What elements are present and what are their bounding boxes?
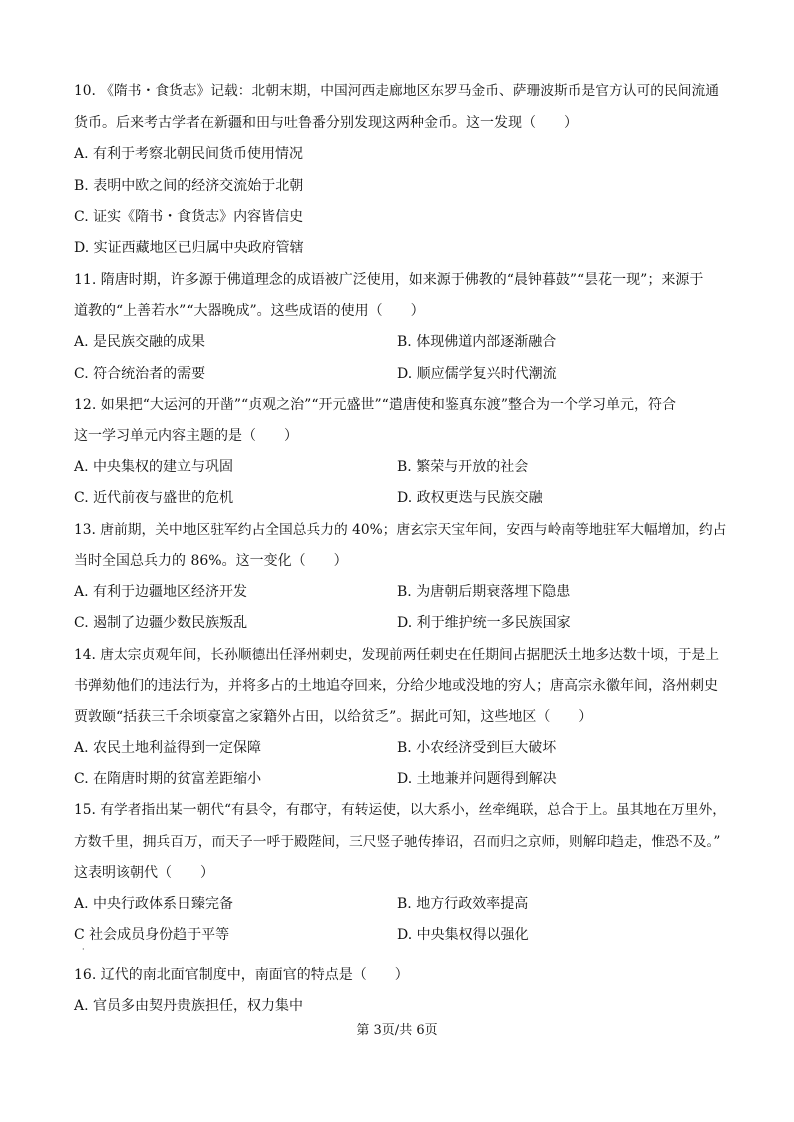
question-14-option-a: A. 农民土地利益得到一定保障: [74, 740, 262, 756]
question-13-option-a: A. 有利于边疆地区经济开发: [74, 584, 248, 600]
question-15-option-c: C 社会成员身份趋于平等: [74, 927, 230, 943]
question-10-option-b: B. 表明中欧之间的经济交流始于北朝: [74, 178, 304, 194]
question-16-stem-line-1: 16. 辽代的南北面官制度中，南面官的特点是（ ）: [74, 967, 409, 983]
question-10-option-c: C. 证实《隋书・食货志》内容皆信史: [74, 209, 304, 225]
question-12-option-d: D. 政权更迭与民族交融: [397, 490, 543, 506]
question-15-stem-line-3: 这表明该朝代（ ）: [74, 865, 214, 881]
page-number-footer: 第 3页/共 6页: [356, 1023, 438, 1038]
question-15-stem-line-2: 方数千里，拥兵百万，而天子一呼于殿陛间，三尺竖子驰传捧诏，召而归之京师，则解印趋走，惟恐不及。”: [74, 834, 721, 850]
question-13-option-d: D. 利于维护统一多民族国家: [397, 615, 571, 631]
question-11-option-b: B. 体现佛道内部逐渐融合: [397, 334, 557, 350]
question-12-option-c: C. 近代前夜与盛世的危机: [74, 490, 234, 506]
question-11-option-c: C. 符合统治者的需要: [74, 366, 206, 382]
question-10-option-d: D. 实证西藏地区已归属中央政府管辖: [74, 240, 304, 256]
question-12-stem-line-1: 12. 如果把“大运河的开凿”“贞观之治”“开元盛世”“遣唐使和鉴真东渡”整合为一个学习单元，符合: [74, 397, 676, 413]
question-16-option-a: A. 官员多由契丹贵族担任，权力集中: [74, 998, 304, 1014]
question-13-stem-line-2: 当时全国总兵力的 86%。这一变化（ ）: [74, 553, 348, 569]
question-11-option-d: D. 顺应儒学复兴时代潮流: [397, 366, 557, 382]
stray-dot-mark: ·: [82, 945, 85, 954]
question-10-stem-line-1: 10. 《隋书・食货志》记载：北朝末期，中国河西走廊地区东罗马金币、萨珊波斯币是官方认可的民间流通: [74, 83, 719, 99]
question-11-option-a: A. 是民族交融的成果: [74, 334, 206, 350]
question-15-option-b: B. 地方行政效率提高: [397, 896, 529, 912]
question-14-option-b: B. 小农经济受到巨大破坏: [397, 740, 557, 756]
question-13-option-b: B. 为唐朝后期衰落埋下隐患: [397, 584, 571, 600]
question-12-option-b: B. 繁荣与开放的社会: [397, 459, 529, 475]
question-14-option-d: D. 土地兼并问题得到解决: [397, 771, 557, 787]
question-10-option-a: A. 有利于考察北朝民间货币使用情况: [74, 146, 304, 162]
question-14-stem-line-2: 书弹劾他们的违法行为，并将多占的土地追夺回来，分给少地或没地的穷人；唐高宗永徽年间，洛州刺史: [74, 678, 718, 694]
question-14-stem-line-1: 14. 唐太宗贞观年间，长孙顺德出任泽州刺史，发现前两任刺史在任期间占据肥沃土地多达数十顷，于是上: [74, 647, 719, 663]
question-15-option-a: A. 中央行政体系日臻完备: [74, 896, 234, 912]
question-10-stem-line-2: 货币。后来考古学者在新疆和田与吐鲁番分别发现这两种金币。这一发现（ ）: [74, 115, 578, 131]
question-11-stem-line-2: 道教的“上善若水”“大器晚成”。这些成语的使用（ ）: [74, 303, 425, 319]
question-15-option-d: D. 中央集权得以强化: [397, 927, 529, 943]
question-11-stem-line-1: 11. 隋唐时期，许多源于佛道理念的成语被广泛使用，如来源于佛教的“晨钟暮鼓”“昙花一现”；来源于: [74, 272, 704, 288]
question-12-stem-line-2: 这一学习单元内容主题的是（ ）: [74, 428, 298, 444]
question-14-option-c: C. 在隋唐时期的贫富差距缩小: [74, 771, 262, 787]
question-14-stem-line-3: 贾敦颐“括获三千余顷豪富之家籍外占田，以给贫乏”。据此可知，这些地区（ ）: [74, 709, 593, 725]
question-13-stem-line-1: 13. 唐前期，关中地区驻军约占全国总兵力的 40%；唐玄宗天宝年间，安西与岭南等地驻军大幅增加，约占: [74, 522, 727, 538]
question-13-option-c: C. 遏制了边疆少数民族叛乱: [74, 615, 248, 631]
question-12-option-a: A. 中央集权的建立与巩固: [74, 459, 234, 475]
question-15-stem-line-1: 15. 有学者指出某一朝代“有县令，有郡守，有转运使，以大系小，丝牵绳联，总合于上。虽其地在万里外，: [74, 802, 727, 818]
